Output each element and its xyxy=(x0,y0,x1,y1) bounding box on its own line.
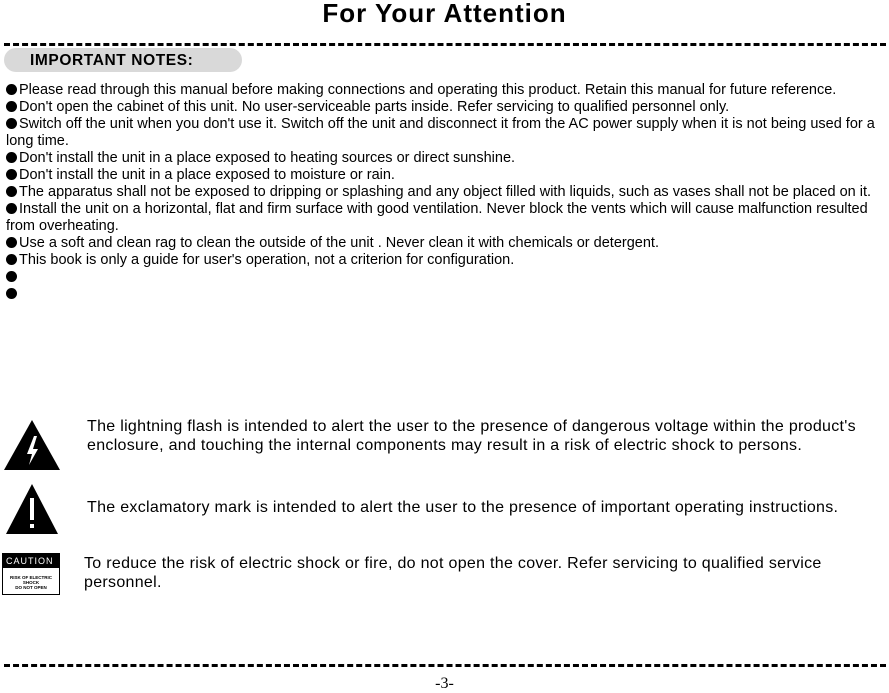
list-item: Don't install the unit in a place exposed to moisture or rain. xyxy=(6,167,886,184)
bottom-divider xyxy=(4,664,886,667)
bullet-icon xyxy=(6,186,17,197)
top-divider xyxy=(4,43,886,46)
list-item: Install the unit on a horizontal, flat and firm surface with good ventilation. Never block the vents which will cause malfunction resulted from overheating. xyxy=(6,201,868,234)
list-item: This book is only a guide for user's operation, not a criterion for configuration. xyxy=(6,252,886,269)
list-item: Please read through this manual before making connections and operating this product. Retain this manual for future reference. xyxy=(6,82,886,99)
list-item: Don't open the cabinet of this unit. No user-serviceable parts inside. Refer servicing to qualified personnel only. xyxy=(6,99,886,116)
caution-explanation: To reduce the risk of electric shock or fire, do not open the cover. Refer servicing to qualified service personnel. xyxy=(84,555,822,591)
exclamation-warning-icon xyxy=(4,482,60,536)
bullet-icon xyxy=(6,84,17,95)
list-item xyxy=(6,286,886,303)
bullet-icon xyxy=(6,271,17,282)
list-item: Don't install the unit in a place exposed to heating sources or direct sunshine. xyxy=(6,150,886,167)
list-item: Switch off the unit when you don't use it. Switch off the unit and disconnect it from the AC power supply when it is not being used for a long time. xyxy=(6,116,875,149)
bullet-icon xyxy=(6,203,17,214)
notes-list xyxy=(6,82,886,303)
bullet-icon xyxy=(6,101,17,112)
exclamation-explanation: The exclamatory mark is intended to alert the user to the presence of important operating instructions. xyxy=(87,499,839,516)
caution-sub-text: RISK OF ELECTRIC SHOCK DO NOT OPEN xyxy=(9,575,52,590)
lightning-explanation: The lightning flash is intended to alert the user to the presence of dangerous voltage within the product's enclosure, and touching the internal components may result in a risk of electric shock to persons. xyxy=(87,418,856,454)
notes-header-label: IMPORTANT NOTES: xyxy=(30,52,194,69)
bullet-icon xyxy=(6,288,17,299)
important-notes-header xyxy=(4,48,242,72)
bullet-icon xyxy=(6,254,17,265)
list-item xyxy=(6,269,886,286)
bullet-icon xyxy=(6,237,17,248)
bullet-icon xyxy=(6,152,17,163)
caution-label-text: CAUTION xyxy=(3,554,59,568)
bullet-icon xyxy=(6,118,17,129)
page-number: -3- xyxy=(435,675,454,692)
lightning-warning-icon xyxy=(2,418,62,472)
caution-label-icon xyxy=(2,553,60,595)
list-item: The apparatus shall not be exposed to dripping or splashing and any object filled with liquids, such as vases shall not be placed on it. xyxy=(6,184,886,201)
bullet-icon xyxy=(6,169,17,180)
page-title: For Your Attention xyxy=(322,0,567,28)
list-item: Use a soft and clean rag to clean the outside of the unit . Never clean it with chemicals or detergent. xyxy=(6,235,886,252)
